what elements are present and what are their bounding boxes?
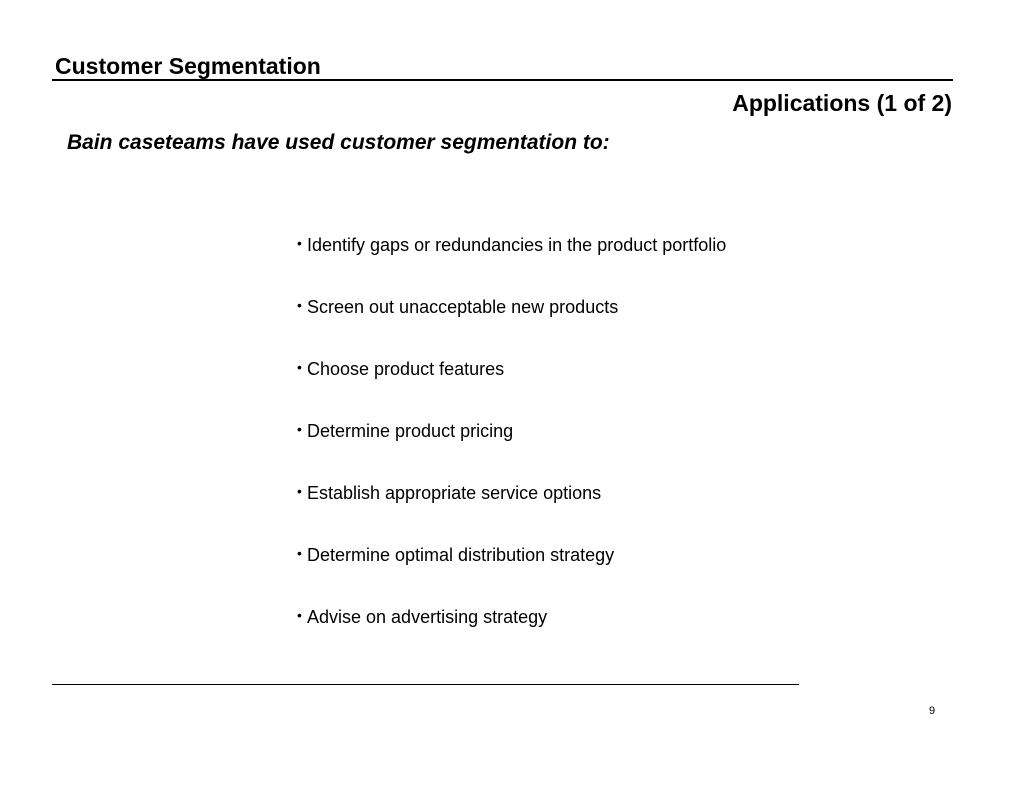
bullet-dot-icon: • <box>297 421 302 437</box>
page-number: 9 <box>928 705 936 717</box>
footer-divider <box>52 684 799 685</box>
title-divider <box>52 79 953 81</box>
bullet-item <box>297 357 726 419</box>
bullet-text: Determine product pricing <box>307 421 514 441</box>
bullet-text: Choose product features <box>307 359 505 379</box>
bullet-dot-icon: • <box>297 607 302 623</box>
bullet-dot-icon: • <box>297 297 302 313</box>
bullet-item <box>297 605 726 667</box>
bullet-item <box>297 419 726 481</box>
bullet-text: Establish appropriate service options <box>307 483 602 503</box>
slide-title: Customer Segmentation <box>55 53 321 79</box>
bullet-dot-icon: • <box>297 359 302 375</box>
bullet-text: Screen out unacceptable new products <box>307 297 619 317</box>
bullet-text: Determine optimal distribution strategy <box>307 545 615 565</box>
bullet-dot-icon: • <box>297 483 302 499</box>
bullet-item <box>297 481 726 543</box>
lead-in-text: Bain caseteams have used customer segmentation to: <box>67 131 610 154</box>
slide-subtitle: Applications (1 of 2) <box>732 90 952 116</box>
bullet-text: Identify gaps or redundancies in the product portfolio <box>307 235 727 255</box>
bullet-text: Advise on advertising strategy <box>307 607 548 627</box>
bullet-item <box>297 295 726 357</box>
bullet-list <box>297 233 726 667</box>
bullet-dot-icon: • <box>297 545 302 561</box>
bullet-item <box>297 233 726 295</box>
bullet-item <box>297 543 726 605</box>
bullet-dot-icon: • <box>297 235 302 251</box>
